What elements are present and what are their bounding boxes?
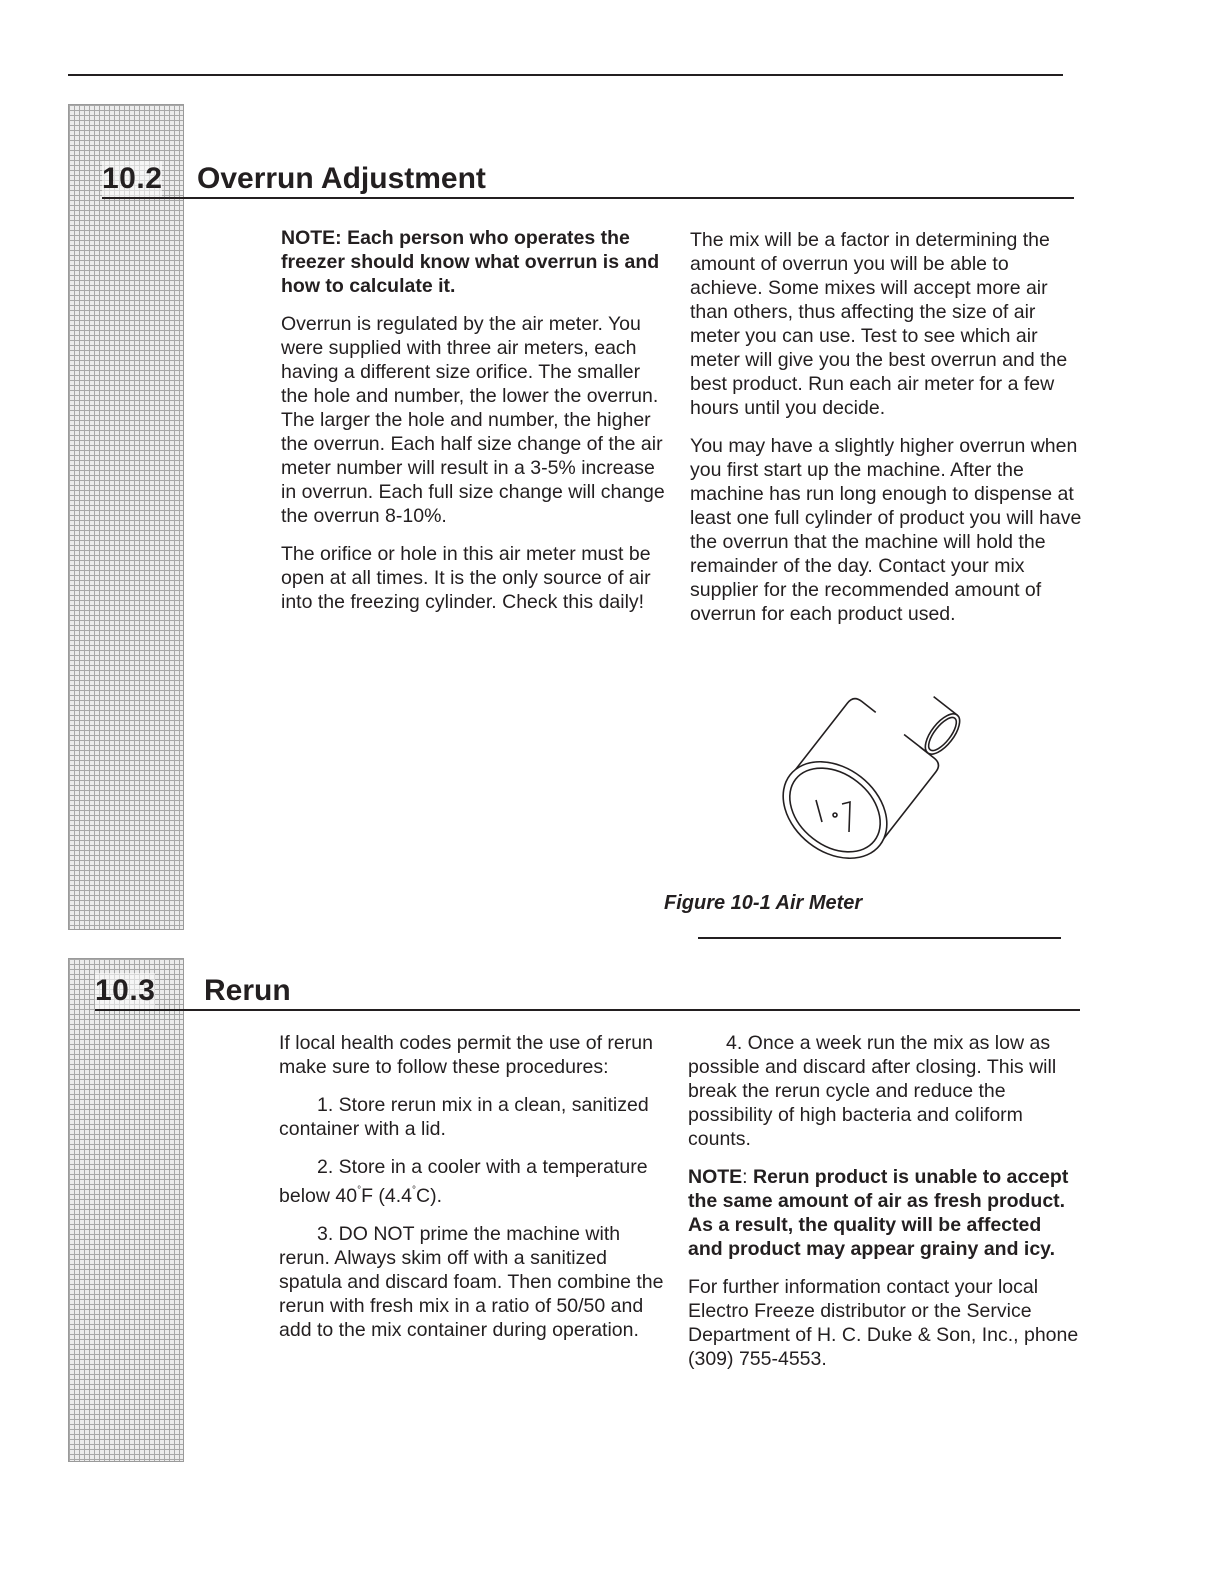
section-number-10-3: 10.3	[95, 974, 156, 1007]
rerun-step-1: 1. Store rerun mix in a clean, sanitized container with a lid.	[279, 1094, 649, 1140]
overrun-paragraph-1: Overrun is regulated by the air meter. You were supplied with three air meters, each having a different size orifice. The smaller the hole and number, the lower the overrun. The larger the hole and number, the higher the overrun. Each half size change of the air meter number will result in a 3-5% increase in overrun. Each full size change will change the overrun 8-10%.	[281, 313, 665, 527]
section-title-rerun: Rerun	[204, 974, 291, 1007]
section-title-rule-10-2	[102, 197, 1074, 199]
overrun-paragraph-4: You may have a slightly higher overrun when you first start up the machine. After the machine has run long enough to dispense at least one full cylinder of product you will have the overrun that the machine will hold the remainder of the day. Contact your mix supplier for the recommended amount of overrun for each product used.	[690, 435, 1082, 625]
air-meter-illustration	[760, 672, 980, 882]
section-number-10-2: 10.2	[102, 162, 163, 195]
overrun-right-column	[690, 228, 1082, 640]
rerun-left-column	[279, 1031, 667, 1356]
overrun-left-column	[281, 226, 669, 628]
rerun-step-2-text-b: F (4.4	[361, 1185, 412, 1207]
rerun-intro: If local health codes permit the use of rerun make sure to follow these procedures:	[279, 1032, 653, 1078]
rerun-note	[688, 1165, 1080, 1261]
overrun-paragraph-2: The orifice or hole in this air meter must be open at all times. It is the only source of air into the freezing cylinder. Check this daily!	[281, 543, 651, 613]
air-meter-body	[764, 695, 942, 879]
rerun-step-2-text-c: C).	[416, 1185, 442, 1207]
rerun-step-2	[279, 1155, 667, 1208]
rerun-note-label: NOTE	[688, 1166, 743, 1188]
degree-symbol: °	[412, 1185, 416, 1196]
rerun-note-separator: :	[742, 1166, 754, 1188]
overrun-note: NOTE: Each person who operates the freezer should know what overrun is and how to calculate it.	[281, 227, 660, 297]
degree-symbol: °	[357, 1185, 362, 1196]
section-title-rule-10-3	[95, 1009, 1080, 1011]
rerun-right-column	[688, 1031, 1080, 1385]
overrun-paragraph-3: The mix will be a factor in determining the amount of overrun you will be able to achieve. Some mixes will accept more air than others, thus affecting the size of air meter you can use. Test to see which air meter will give you the best overrun and the best product. Run each air meter for a few hours until you decide.	[690, 229, 1068, 419]
rerun-step-2-text-a: 2. Store in a cooler with a temperature below 40	[279, 1156, 648, 1207]
rerun-step-4: 4. Once a week run the mix as low as possible and discard after closing. This will break the rerun cycle and reduce the possibility of high bacteria and coliform counts.	[688, 1032, 1057, 1150]
section-grid-margin-10-2	[68, 104, 184, 930]
section-grid-margin-10-3	[68, 958, 184, 1462]
rerun-note-text: Rerun product is unable to accept the same amount of air as fresh product. As a result, the quality will be affected and product may appear grainy and icy.	[688, 1166, 1069, 1260]
air-meter-nozzle	[904, 697, 966, 760]
section-title-overrun-adjustment: Overrun Adjustment	[197, 162, 486, 195]
rerun-step-3: 3. DO NOT prime the machine with rerun. Always skim off with a sanitized spatula and discard foam. Then combine the rerun with fresh mix in a ratio of 50/50 and add to the mix container during operation.	[279, 1223, 664, 1341]
rerun-contact-info: For further information contact your local Electro Freeze distributor or the Service Department of H. C. Duke & Son, Inc., phone (309) 755-4553.	[688, 1276, 1079, 1370]
page-top-rule	[68, 74, 1063, 76]
figure-caption-rule	[698, 937, 1061, 939]
figure-caption-air-meter: Figure 10-1 Air Meter	[664, 892, 863, 914]
